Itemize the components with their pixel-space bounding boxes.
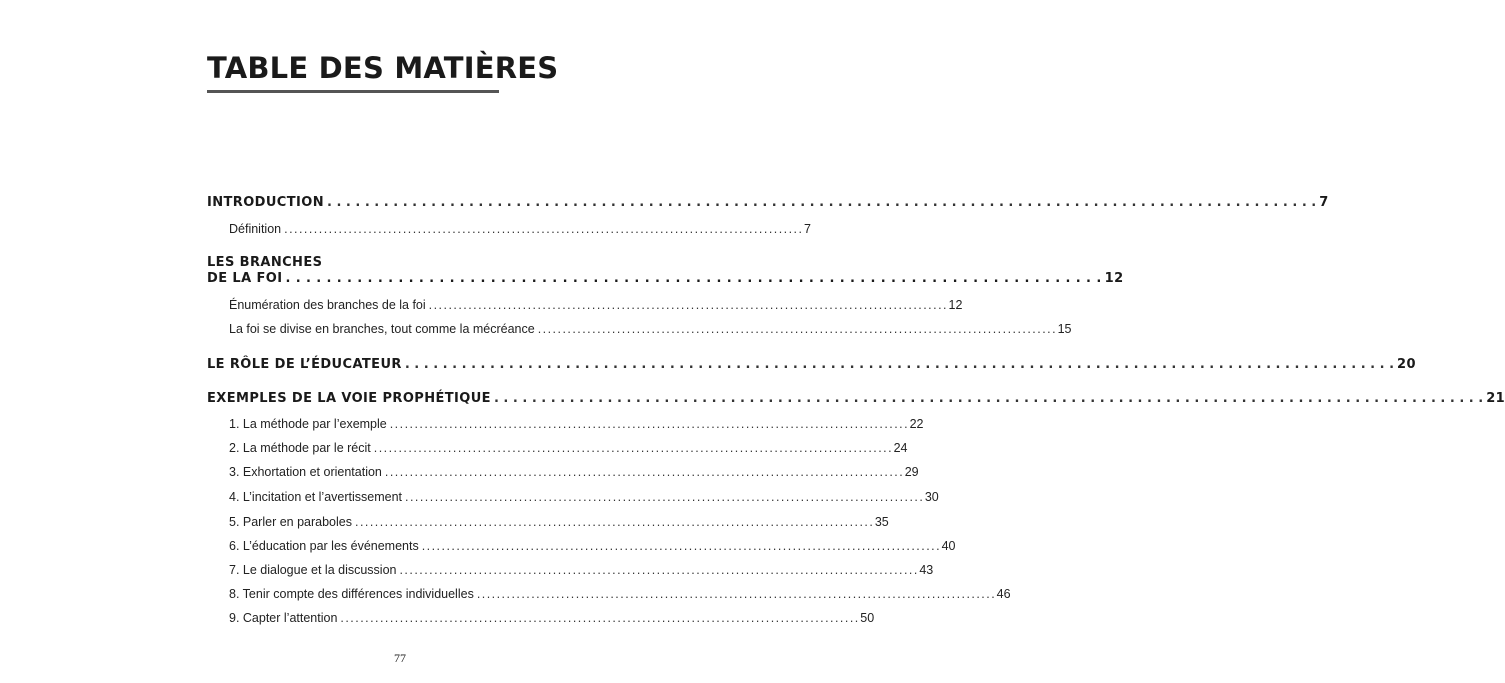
toc-entry-4[interactable] [229, 490, 939, 504]
toc-entry-role-educateur[interactable] [207, 357, 1416, 372]
toc-entry-7[interactable] [229, 563, 934, 577]
dot-leader [390, 417, 907, 431]
dot-leader [494, 391, 1483, 406]
toc-entry-page: 20 [1397, 357, 1416, 372]
toc-entry-2[interactable] [229, 441, 908, 455]
dot-leader [385, 465, 902, 479]
toc-entry-label: 6. L’éducation par les événements [229, 539, 419, 553]
toc-entry-label: 1. La méthode par l’exemple [229, 417, 387, 431]
toc-entry-8[interactable] [229, 587, 1011, 601]
toc-entry-label: Définition [229, 222, 282, 236]
dot-leader [399, 563, 916, 577]
toc-entry-branches-de-la-foi[interactable] [207, 255, 1124, 287]
toc-entry-page: 50 [860, 611, 875, 625]
toc-entry-label-line1: LES BRANCHES [207, 255, 323, 270]
toc-entry-9[interactable] [229, 611, 875, 625]
dot-leader [284, 222, 801, 236]
dot-leader [477, 587, 994, 601]
dot-leader [405, 490, 922, 504]
dot-leader [340, 611, 857, 625]
toc-entry-line2 [207, 271, 1124, 287]
dot-leader [355, 515, 872, 529]
toc-entry-5[interactable] [229, 515, 889, 529]
toc-entry-label: 8. Tenir compte des différences individuelles [229, 587, 474, 601]
toc-entry-page: 30 [924, 490, 939, 504]
toc-entry-enumeration[interactable] [229, 298, 963, 312]
toc-entry-exemples-voie-prophetique[interactable] [207, 391, 1505, 406]
toc-entry-label: 5. Parler en paraboles [229, 515, 352, 529]
toc-entry-label: Énumération des branches de la foi [229, 298, 426, 312]
toc-entry-label: 2. La méthode par le récit [229, 441, 371, 455]
toc-entry-page: 29 [904, 465, 919, 479]
toc-entry-label: 9. Capter l’attention [229, 611, 338, 625]
toc-entry-page: 7 [1319, 195, 1329, 210]
toc-entry-page: 35 [874, 515, 889, 529]
dot-leader [327, 195, 1316, 210]
page-number: 77 [394, 651, 406, 665]
page-title: TABLE DES MATIÈRES [207, 51, 559, 85]
toc-entry-page: 46 [996, 587, 1011, 601]
toc-entry-label: INTRODUCTION [207, 195, 324, 210]
dot-leader [538, 322, 1055, 336]
toc-entry-foi-divise[interactable] [229, 322, 1072, 336]
toc-entry-label-line2: DE LA FOI [207, 271, 283, 286]
toc-entry-label: EXEMPLES DE LA VOIE PROPHÉTIQUE [207, 391, 491, 406]
title-underline [207, 90, 499, 93]
dot-leader: . . . . . . . . . . . . . . . . . . . . . . . . . . . . . . . . . . . . . . . . . . . . . . . . . . . . . . . . . . . . . . . . . . . . . . . . . . . . . . . . [285, 271, 1102, 286]
toc-entry-page: 12 [948, 298, 963, 312]
toc-entry-label: 3. Exhortation et orientation [229, 465, 382, 479]
toc-entry-label: 4. L’incitation et l’avertissement [229, 490, 403, 504]
toc-entry-page: 40 [941, 539, 956, 553]
toc-entry-label: La foi se divise en branches, tout comme la mécréance [229, 322, 535, 336]
toc-entry-page: 24 [893, 441, 908, 455]
toc-entry-label: 7. Le dialogue et la discussion [229, 563, 397, 577]
toc-entry-page: 43 [919, 563, 934, 577]
toc-entry-label: LE RÔLE DE L’ÉDUCATEUR [207, 357, 402, 372]
toc-entry-3[interactable] [229, 465, 919, 479]
dot-leader [429, 298, 946, 312]
toc-entry-page: 15 [1057, 322, 1072, 336]
dot-leader [405, 357, 1394, 372]
toc-entry-page: 7 [803, 222, 811, 236]
toc-entry-introduction[interactable] [207, 195, 1329, 210]
toc-entry-6[interactable] [229, 539, 956, 553]
toc-entry-definition[interactable] [229, 222, 811, 236]
toc-entry-page: 21 [1486, 391, 1505, 406]
dot-leader [422, 539, 939, 553]
dot-leader [374, 441, 891, 455]
toc-entry-page: 22 [909, 417, 924, 431]
toc-entry-1[interactable] [229, 417, 924, 431]
toc-entry-page: 12 [1104, 271, 1124, 286]
